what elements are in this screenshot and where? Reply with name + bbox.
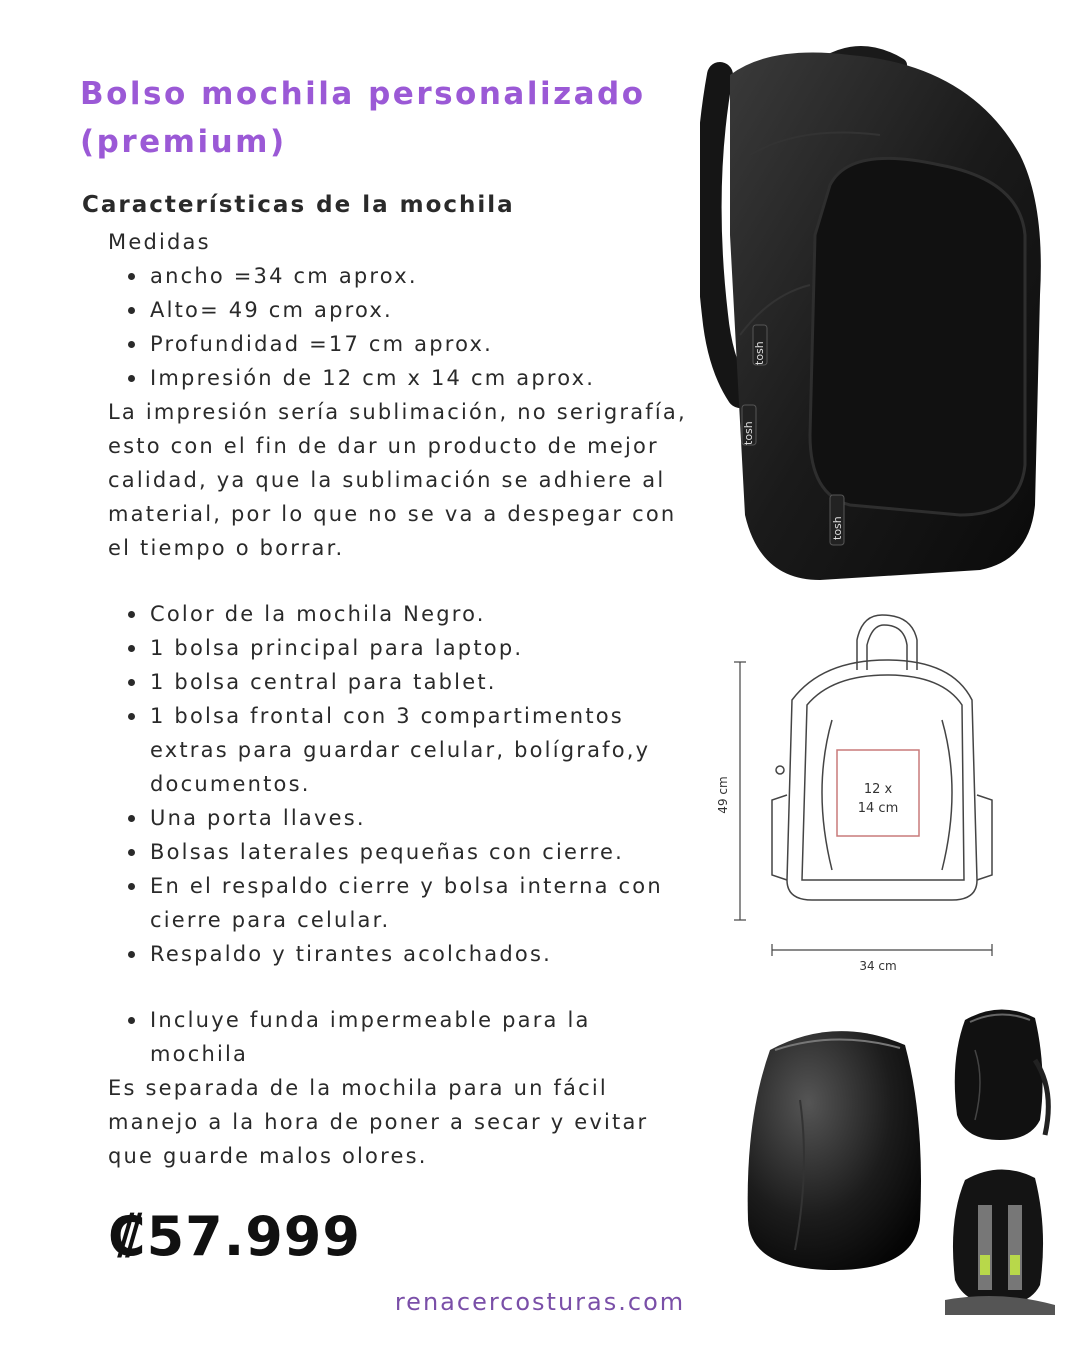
rain-cover-side-photo — [945, 1000, 1055, 1145]
measures-label: Medidas — [108, 230, 211, 254]
feature-item: 1 bolsa principal para laptop. — [108, 631, 668, 665]
print-note: La impresión sería sublimación, no serigrafía, esto con el fin de dar un producto de mejor calidad, ya que la sublimación se adhiere al material, por lo que no se va a despegar con el tiempo o borrar. — [108, 400, 687, 560]
website-link[interactable] — [0, 1288, 1080, 1316]
feature-item: Respaldo y tirantes acolchados. — [108, 937, 668, 971]
feature-item: En el respaldo cierre y bolsa interna con cierre para celular. — [108, 869, 668, 937]
product-title-line1: Bolso mochila personalizado — [80, 76, 646, 112]
print-area-label-2: 14 cm — [857, 801, 899, 816]
measures-section — [108, 225, 708, 565]
cover-list — [108, 1003, 668, 1071]
feature-item: Una porta llaves. — [108, 801, 668, 835]
feature-item: Color de la mochila Negro. — [108, 597, 668, 631]
backpack-photo — [700, 35, 1070, 585]
measure-item-depth: Profundidad =17 cm aprox. — [108, 327, 708, 361]
cover-note: Es separada de la mochila para un fácil manejo a la hora de poner a secar y evitar que guarde malos olores. — [108, 1076, 649, 1168]
measure-item-print: Impresión de 12 cm x 14 cm aprox. — [108, 361, 708, 395]
rain-cover-back-photo — [940, 1160, 1060, 1315]
height-dimension-label: 49 cm — [716, 776, 730, 814]
brand-tag-text: tosh — [742, 421, 755, 445]
measure-item-width: ancho =34 cm aprox. — [108, 259, 708, 293]
rain-cover-photo — [740, 1020, 930, 1275]
price: ₡57.999 — [108, 1205, 361, 1268]
cover-item: Incluye funda impermeable para la mochila — [108, 1003, 620, 1071]
features-section — [108, 597, 668, 971]
product-title-line2: (premium) — [80, 124, 287, 160]
brand-tag-text: tosh — [753, 341, 766, 365]
cover-section — [108, 1003, 668, 1173]
feature-item: 1 bolsa central para tablet. — [108, 665, 668, 699]
product-title — [80, 70, 680, 166]
feature-item: Bolsas laterales pequeñas con cierre. — [108, 835, 668, 869]
measure-item-height: Alto= 49 cm aprox. — [108, 293, 708, 327]
website-text[interactable]: renacercosturas.com — [394, 1288, 686, 1316]
features-heading: Características de la mochila — [82, 192, 515, 218]
feature-item: 1 bolsa frontal con 3 compartimentos extras para guardar celular, bolígrafo,y documentos. — [108, 699, 668, 801]
features-list — [108, 597, 668, 971]
backpack-dimension-diagram — [712, 610, 1002, 980]
measures-list — [108, 259, 708, 395]
brand-tag-text: tosh — [831, 516, 844, 540]
print-area-label-1: 12 x — [863, 782, 893, 797]
width-dimension-label: 34 cm — [859, 959, 897, 973]
